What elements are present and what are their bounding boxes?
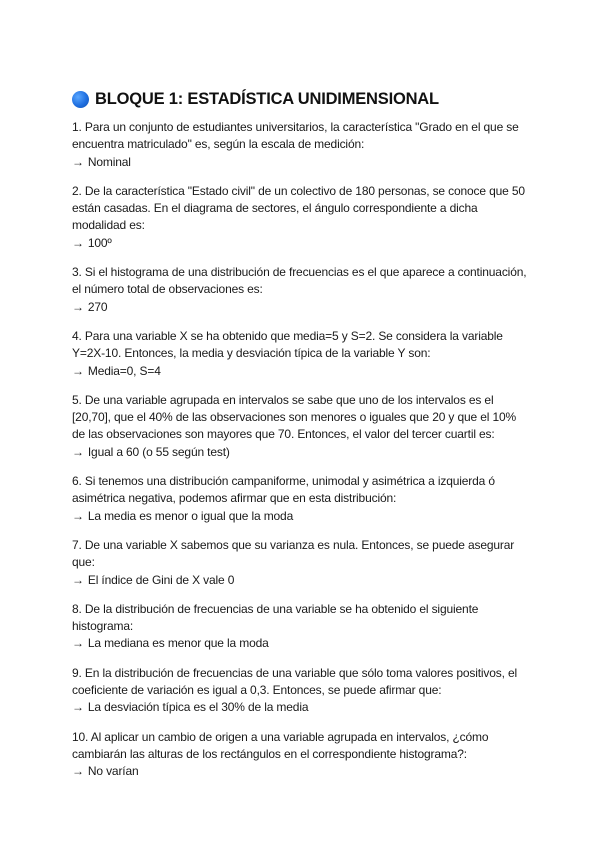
answer-line xyxy=(72,444,532,461)
answer-text: La mediana es menor que la moda xyxy=(87,636,269,651)
answer-text: Nominal xyxy=(87,154,131,169)
answer-line xyxy=(72,154,532,171)
answer-line xyxy=(72,635,532,652)
answer-line xyxy=(72,572,532,589)
question-item xyxy=(72,328,532,380)
arrow-right-icon: → xyxy=(72,235,84,250)
answer-text: 100º xyxy=(87,235,112,250)
answer-line xyxy=(72,235,532,252)
question-text: 10. Al aplicar un cambio de origen a una variable agrupada en intervalos, ¿cómo cambiarán las alturas de los rectángulos en el correspondiente histograma?: xyxy=(72,729,489,761)
answer-line xyxy=(72,363,532,380)
arrow-right-icon: → xyxy=(72,700,84,715)
question-item xyxy=(72,264,532,316)
arrow-right-icon: → xyxy=(72,508,84,523)
question-item xyxy=(72,665,532,717)
question-text: 8. De la distribución de frecuencias de una variable se ha obtenido el siguiente histograma: xyxy=(72,601,479,634)
arrow-right-icon: → xyxy=(72,299,84,314)
answer-text: Media=0, S=4 xyxy=(87,363,161,378)
arrow-right-icon: → xyxy=(72,363,84,378)
arrow-right-icon: → xyxy=(72,764,84,779)
question-item xyxy=(72,119,532,171)
question-item xyxy=(72,473,532,525)
question-text: 2. De la característica "Estado civil" de un colectivo de 180 personas, se conoce que 50 están casadas. En el diagrama de sectores, el ángulo correspondiente a dicha modalidad es: xyxy=(72,183,525,233)
arrow-right-icon: → xyxy=(72,444,84,459)
answer-text: 270 xyxy=(87,299,108,314)
question-item xyxy=(72,392,532,461)
answer-text: La desviación típica es el 30% de la media xyxy=(87,700,309,715)
arrow-right-icon: → xyxy=(72,154,84,169)
arrow-right-icon: → xyxy=(72,636,84,651)
answer-line xyxy=(72,508,532,525)
section-title: BLOQUE 1: ESTADÍSTICA UNIDIMENSIONAL xyxy=(95,90,439,108)
question-text: 6. Si tenemos una distribución campaniforme, unimodal y asimétrica a izquierda ó asimétrica negativa, podemos afirmar que en esta distribución: xyxy=(72,474,495,506)
question-item xyxy=(72,183,532,252)
answer-line xyxy=(72,299,532,316)
arrow-right-icon: → xyxy=(72,572,84,587)
question-item xyxy=(72,601,532,653)
blue-circle-icon xyxy=(72,91,89,108)
question-text: 4. Para una variable X se ha obtenido que media=5 y S=2. Se considera la variable Y=2X-10. Entonces, la media y desviación típica de la variable Y son: xyxy=(72,328,503,361)
question-list xyxy=(72,119,532,781)
question-text: 5. De una variable agrupada en intervalos se sabe que uno de los intervalos es el [20,70], que el 40% de las observaciones son menores o iguales que 20 y que el 10% de las observaciones son mayores que 70. Entonces, el valor del tercer cuartil es: xyxy=(72,392,517,442)
answer-line xyxy=(72,699,532,716)
question-text: 3. Si el histograma de una distribución de frecuencias es el que aparece a continuación, el número total de observaciones es: xyxy=(72,265,527,297)
document-page xyxy=(72,90,532,793)
question-text: 1. Para un conjunto de estudiantes universitarios, la característica "Grado en el que se encuentra matriculado" es, según la escala de medición: xyxy=(72,120,519,152)
question-item xyxy=(72,537,532,589)
question-text: 7. De una variable X sabemos que su varianza es nula. Entonces, se puede asegurar que: xyxy=(72,537,515,570)
answer-text: La media es menor o igual que la moda xyxy=(87,508,294,523)
question-item xyxy=(72,729,532,781)
answer-line xyxy=(72,763,532,780)
answer-text: Igual a 60 (o 55 según test) xyxy=(87,444,230,459)
question-text: 9. En la distribución de frecuencias de una variable que sólo toma valores positivos, el coeficiente de variación es igual a 0,3. Entonces, se puede afirmar que: xyxy=(72,665,518,698)
answer-text: El índice de Gini de X vale 0 xyxy=(87,572,235,587)
section-header xyxy=(72,90,532,109)
answer-text: No varían xyxy=(87,764,139,779)
